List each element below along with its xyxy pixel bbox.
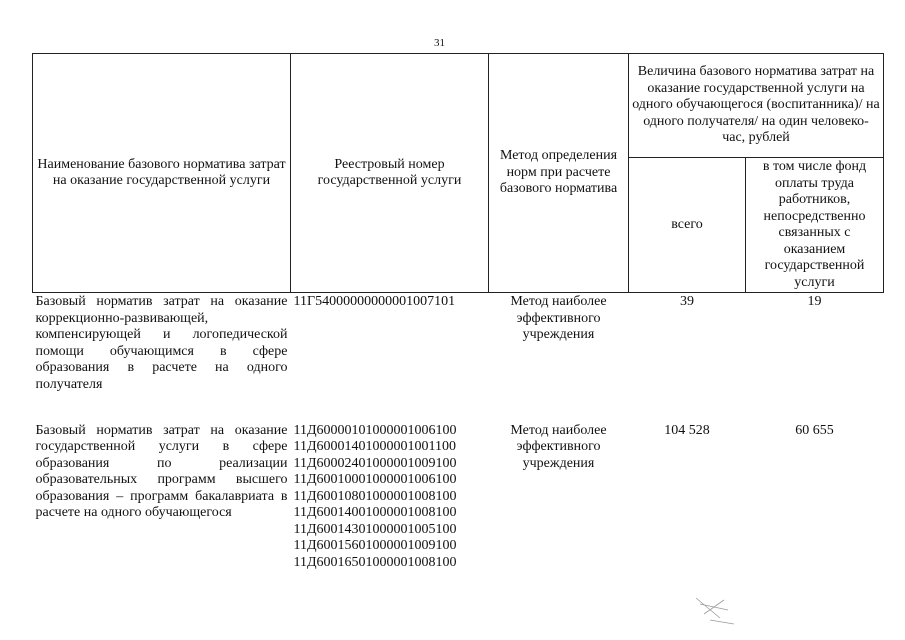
row-registry-codes bbox=[291, 293, 489, 422]
row-method: Метод наиболее эффективного учреждения bbox=[510, 422, 607, 471]
registry-code: 11Д60014301000001005100 bbox=[293, 521, 457, 537]
registry-code: 11Д60000101000001006100 bbox=[293, 422, 457, 438]
handwritten-mark bbox=[690, 590, 740, 630]
cost-norms-table bbox=[32, 53, 884, 572]
registry-code: 11Г54000000000001007101 bbox=[293, 294, 456, 309]
page-number: 31 bbox=[434, 37, 445, 49]
registry-code: 11Д60016501000001008100 bbox=[293, 554, 457, 570]
row-registry-codes bbox=[291, 422, 489, 573]
row-name: Базовый норматив затрат на оказание государственной услуги в сфере образования по реализации образовательных программ высшего образования – программ бакалавриата в расчете на одного обучающегося bbox=[35, 422, 288, 520]
header-payroll: в том числе фонд оплаты труда работников, непосредственно связанных с оказанием государственной услуги bbox=[746, 158, 884, 293]
registry-code: 11Д60014001000001008100 bbox=[293, 505, 457, 520]
header-registry-number: Реестровый номер государственной услуги bbox=[291, 54, 489, 293]
header-method: Метод определения норм при расчете базового норматива bbox=[489, 54, 629, 293]
registry-code: 11Д60015601000001009100 bbox=[293, 538, 457, 553]
registry-code: 11Д60001401000001001100 bbox=[293, 439, 457, 454]
table-row bbox=[33, 293, 884, 422]
table-row bbox=[33, 422, 884, 573]
row-method: Метод наиболее эффективного учреждения bbox=[510, 294, 607, 342]
header-name: Наименование базового норматива затрат на оказание государственной услуги bbox=[33, 54, 291, 293]
row-name: Базовый норматив затрат на оказание коррекционно-развивающей, компенсирующей и логопедической помощи обучающимся в сфере образования в расчете на одного получателя bbox=[35, 294, 288, 392]
row-payroll: 60 655 bbox=[795, 422, 834, 438]
registry-code: 11Д60010801000001008100 bbox=[293, 488, 457, 504]
registry-code: 11Д60010001000001006100 bbox=[293, 472, 457, 487]
row-total: 39 bbox=[680, 294, 694, 309]
header-value-group: Величина базового норматива затрат на оказание государственной услуги на одного обучающегося (воспитанника)/ на одного получателя/ на один человеко-час, рублей bbox=[629, 54, 884, 158]
row-total: 104 528 bbox=[664, 422, 710, 438]
header-total: всего bbox=[629, 158, 746, 293]
row-payroll: 19 bbox=[807, 294, 822, 309]
registry-code: 11Д60002401000001009100 bbox=[293, 455, 457, 471]
